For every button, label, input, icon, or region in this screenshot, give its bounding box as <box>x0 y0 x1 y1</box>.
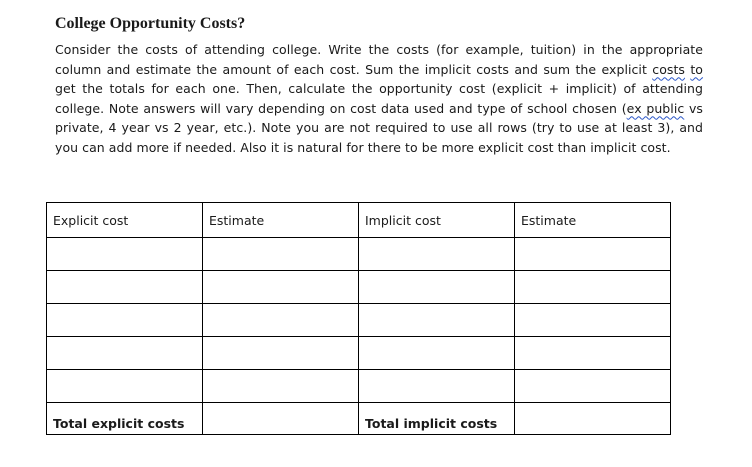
instructions-paragraph <box>55 40 703 157</box>
header-implicit-estimate: Estimate <box>515 203 671 238</box>
table-row <box>47 304 671 337</box>
header-explicit-cost: Explicit cost <box>47 203 203 238</box>
explicit-estimate-cell[interactable] <box>203 337 359 370</box>
instructions-text-1: Consider the costs of attending college. Write the costs (for example, tuition) in the appropriate column and estimate the amount of each cost. Sum the implicit costs and sum the explicit <box>55 42 703 77</box>
implicit-estimate-cell[interactable] <box>515 337 671 370</box>
spellcheck-word-ex-public: ex public <box>626 100 685 116</box>
explicit-cost-cell[interactable] <box>47 337 203 370</box>
total-implicit-value-cell[interactable] <box>515 403 671 435</box>
total-implicit-label: Total implicit costs <box>359 403 515 435</box>
implicit-cost-cell[interactable] <box>359 271 515 304</box>
totals-row <box>47 403 671 435</box>
implicit-estimate-cell[interactable] <box>515 238 671 271</box>
explicit-cost-cell[interactable] <box>47 370 203 403</box>
total-explicit-label: Total explicit costs <box>47 403 203 435</box>
explicit-cost-cell[interactable] <box>47 271 203 304</box>
table-row <box>47 337 671 370</box>
implicit-estimate-cell[interactable] <box>515 370 671 403</box>
spellcheck-word-costs: costs <box>652 61 685 77</box>
table-row <box>47 271 671 304</box>
explicit-estimate-cell[interactable] <box>203 238 359 271</box>
instructions-text-4: vs private, 4 year vs 2 year, etc.). Note you are not required to use all rows (try to use at least 3), and you can add more if needed. Also it is natural for there to be more explicit cost than implicit cost. <box>55 100 703 155</box>
header-explicit-estimate: Estimate <box>203 203 359 238</box>
explicit-cost-cell[interactable] <box>47 304 203 337</box>
explicit-estimate-cell[interactable] <box>203 304 359 337</box>
implicit-cost-cell[interactable] <box>359 337 515 370</box>
implicit-estimate-cell[interactable] <box>515 304 671 337</box>
table-row <box>47 238 671 271</box>
total-explicit-value-cell[interactable] <box>203 403 359 435</box>
implicit-estimate-cell[interactable] <box>515 271 671 304</box>
table-header-row <box>47 203 671 238</box>
implicit-cost-cell[interactable] <box>359 238 515 271</box>
header-implicit-cost: Implicit cost <box>359 203 515 238</box>
page-title: College Opportunity Costs? <box>55 15 246 32</box>
explicit-cost-cell[interactable] <box>47 238 203 271</box>
cost-table <box>46 202 671 435</box>
implicit-cost-cell[interactable] <box>359 370 515 403</box>
explicit-estimate-cell[interactable] <box>203 271 359 304</box>
explicit-estimate-cell[interactable] <box>203 370 359 403</box>
implicit-cost-cell[interactable] <box>359 304 515 337</box>
spellcheck-word-to: to <box>690 61 704 77</box>
instructions-text-3: get the totals for each one. Then, calculate the opportunity cost (explicit + implicit) of attending college. Note answers will vary depending on cost data used and type of school chosen ( <box>55 81 703 116</box>
table-row <box>47 370 671 403</box>
